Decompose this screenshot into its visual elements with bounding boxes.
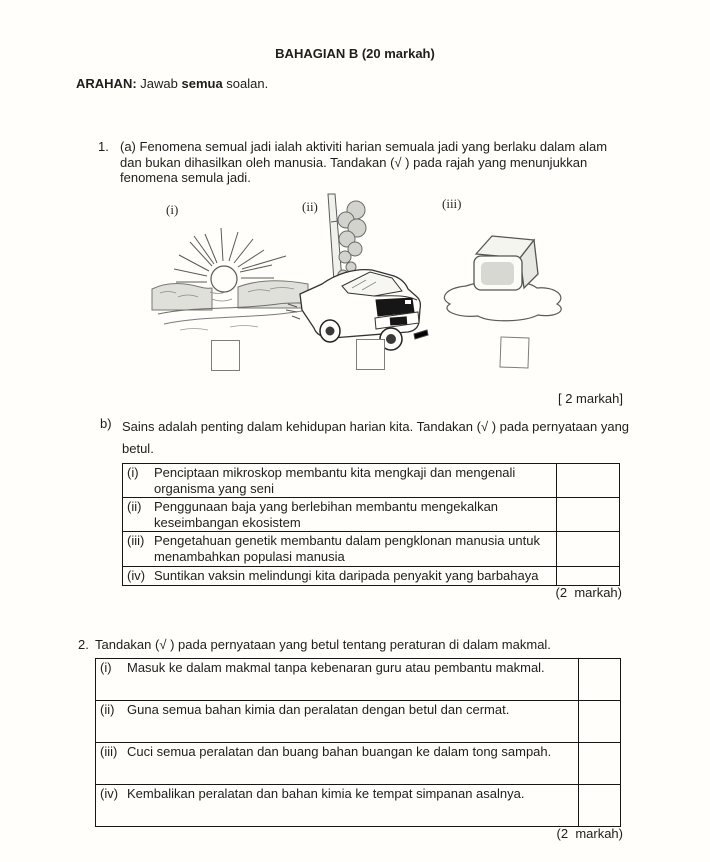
tick-cell-1b-iv[interactable]	[556, 567, 619, 586]
question-1a-body: Fenomena semual jadi ialah aktiviti harian semuala jadi yang berlaku dalam alam dan bukan dihasilkan oleh manusia. Tandakan (√ ) pada rajah yang menunjukkan fenomena semula jadi.	[120, 139, 608, 185]
marks-1a: [ 2 markah]	[557, 391, 623, 406]
row-number: (iv)	[100, 786, 119, 801]
question-1a-figure-block	[150, 190, 570, 382]
statement-cell-2-iii	[96, 743, 579, 785]
answer-checkbox-iii[interactable]	[499, 337, 529, 369]
row-text: Penggunaan baja yang berlebihan membantu mengekalkan keseimbangan ekosistem	[154, 499, 499, 530]
instruction-pre: Jawab	[136, 76, 182, 91]
figure-label-ii: (ii)	[302, 199, 318, 214]
table-row	[123, 567, 620, 586]
figure-label-i: (i)	[166, 202, 179, 217]
table-row	[123, 498, 620, 532]
row-text: Guna semua bahan kimia dan peralatan dengan betul dan cermat.	[127, 702, 510, 717]
tick-cell-2-iv[interactable]	[578, 785, 620, 827]
answer-checkbox-ii[interactable]	[356, 339, 385, 370]
instruction-bold-word: semua	[181, 76, 223, 91]
question-2-number: 2.	[78, 637, 89, 652]
row-number: (ii)	[127, 499, 142, 514]
row-text: Kembalikan peralatan dan bahan kimia ke tempat simpanan asalnya.	[127, 786, 525, 801]
question-1b-text: Sains adalah penting dalam kehidupan harian kita. Tandakan (√ ) pada pernyataan yang betul.	[122, 419, 630, 456]
table-row	[123, 464, 620, 498]
statement-cell-2-i	[96, 659, 579, 701]
instruction-post: soalan.	[222, 76, 269, 91]
question-1a-paragraph	[120, 139, 632, 186]
car-smoke-figure-icon	[278, 192, 430, 362]
row-text: Penciptaan mikroskop membantu kita mengkaji dan mengenali organisma yang seni	[154, 465, 516, 496]
tick-cell-2-iii[interactable]	[578, 743, 620, 785]
answer-checkbox-i[interactable]	[211, 340, 240, 371]
tick-cell-1b-ii[interactable]	[556, 498, 619, 532]
row-text: Cuci semua peralatan dan buang bahan buangan ke dalam tong sampah.	[127, 744, 552, 759]
row-number: (ii)	[100, 702, 115, 717]
question-1-number: 1.	[98, 139, 109, 154]
table-row	[123, 532, 620, 567]
figure-label-iii: (iii)	[442, 196, 462, 211]
tick-cell-2-ii[interactable]	[578, 701, 620, 743]
statement-cell-1b-ii	[123, 498, 557, 532]
question-2-text: Tandakan (√ ) pada pernyataan yang betul tentang peraturan di dalam makmal.	[95, 637, 551, 652]
section-title: BAHAGIAN B (20 markah)	[275, 46, 435, 61]
statement-cell-1b-iv	[123, 567, 557, 586]
statement-table-2	[95, 658, 621, 827]
marks-1b: (2 markah)	[555, 585, 622, 600]
statement-table-1b	[122, 463, 620, 586]
table-row	[96, 785, 621, 827]
instruction-line	[76, 76, 268, 92]
tick-cell-2-i[interactable]	[578, 659, 620, 701]
ice-cube-figure-icon	[436, 226, 570, 334]
question-1b-label: b)	[100, 416, 112, 431]
statement-cell-1b-i	[123, 464, 557, 498]
row-number: (i)	[100, 660, 112, 675]
row-number: (iii)	[100, 744, 118, 759]
row-text: Pengetahuan genetik membantu dalam pengklonan manusia untuk menambahkan populasi manusia	[154, 533, 540, 564]
statement-cell-1b-iii	[123, 532, 557, 567]
row-number: (iv)	[127, 568, 146, 583]
statement-cell-2-ii	[96, 701, 579, 743]
tick-cell-1b-iii[interactable]	[556, 532, 619, 567]
row-number: (i)	[127, 465, 139, 480]
statement-cell-2-iv	[96, 785, 579, 827]
instruction-label: ARAHAN:	[76, 76, 137, 91]
table-row	[96, 659, 621, 701]
tick-cell-1b-i[interactable]	[556, 464, 619, 498]
question-1a-label: (a)	[120, 139, 136, 154]
marks-2: (2 markah)	[556, 826, 623, 841]
table-row	[96, 701, 621, 743]
row-number: (iii)	[127, 533, 145, 548]
row-text: Suntikan vaksin melindungi kita daripada penyakit yang barbahaya	[154, 568, 539, 583]
row-text: Masuk ke dalam makmal tanpa kebenaran guru atau pembantu makmal.	[127, 660, 545, 675]
table-row	[96, 743, 621, 785]
